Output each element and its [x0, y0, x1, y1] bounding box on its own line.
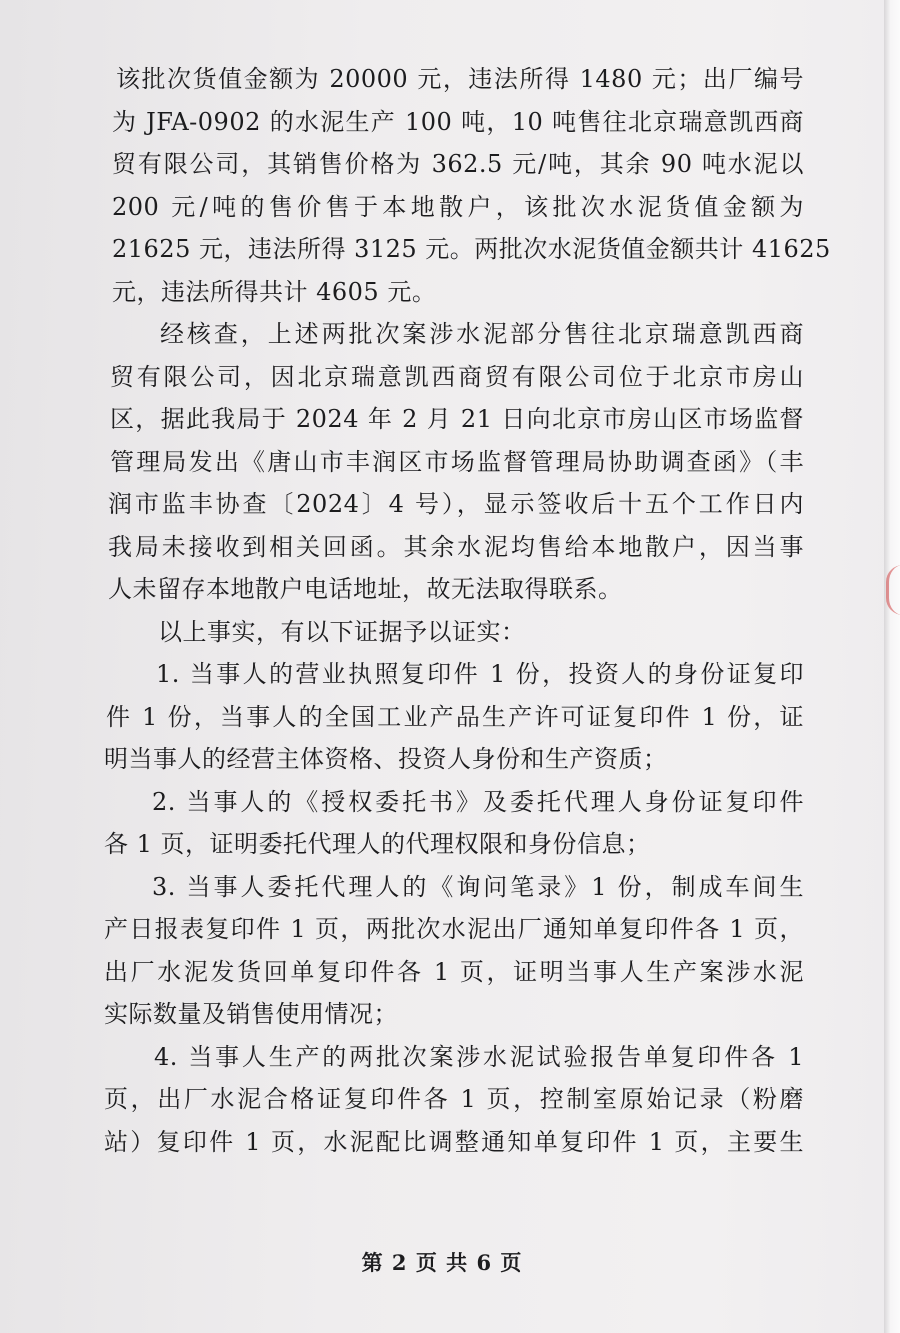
page-number-footer: 第 2 页 共 6 页: [361, 1250, 523, 1275]
evidence-intro: 以上事实，有以下证据予以证实：: [158, 617, 526, 646]
evidence-item-4: 4. 当事人生产的两批次案涉水泥试验报告单复印件各 1: [154, 1042, 804, 1071]
text-line: 产日报表复印件 1 页，两批次水泥出厂通知单复印件各 1 页，: [104, 915, 804, 943]
text-line: 明当事人的经营主体资格、投资人身份和生产资质；: [104, 745, 668, 773]
text-line: 我局未接收到相关回函。其余水泥均售给本地散户，因当事: [108, 532, 804, 561]
page-edge: [884, 0, 900, 1333]
text-line: 贸有限公司，其销售价格为 362.5 元/吨，其余 90 吨水泥以: [112, 150, 804, 178]
text-line: 贸有限公司，因北京瑞意凯西商贸有限公司位于北京市房山: [110, 362, 804, 391]
text-line: 区，据此我局于 2024 年 2 月 21 日向北京市房山区市场监督: [110, 405, 804, 433]
text-line: 200 元/吨的售价售于本地散户，该批次水泥货值金额为: [112, 192, 804, 221]
text-line: 人未留存本地散户电话地址，故无法取得联系。: [108, 575, 623, 603]
text-line: 页，出厂水泥合格证复印件各 1 页，控制室原始记录（粉磨: [104, 1085, 804, 1113]
evidence-item-2: 2. 当事人的《授权委托书》及委托代理人身份证复印件: [152, 787, 804, 816]
document-body: [104, 58, 831, 1163]
text-line: 实际数量及销售使用情况；: [104, 1000, 398, 1028]
text-line: 为 JFA-0902 的水泥生产 100 吨，10 吨售往北京瑞意凯西商: [112, 107, 804, 136]
text-line: 出厂水泥发货回单复印件各 1 页，证明当事人生产案涉水泥: [104, 957, 804, 986]
text-line: 元，违法所得共计 4605 元。: [112, 277, 437, 306]
text-line: 润市监丰协查〔2024〕4 号），显示签收后十五个工作日内: [108, 490, 804, 518]
text-line: 件 1 份，当事人的全国工业产品生产许可证复印件 1 份，证: [106, 702, 804, 731]
text-line: 各 1 页，证明委托代理人的代理权限和身份信息；: [104, 830, 651, 858]
evidence-item-1: 1. 当事人的营业执照复印件 1 份，投资人的身份证复印: [156, 660, 804, 688]
text-line: 21625 元，违法所得 3125 元。两批次水泥货值金额共计 41625: [112, 235, 831, 263]
text-line: 管理局发出《唐山市丰润区市场监督管理局协助调查函》（丰: [110, 447, 804, 476]
seal-stamp-fragment: [886, 565, 900, 615]
evidence-item-3: 3. 当事人委托代理人的《询问笔录》1 份，制成车间生: [152, 872, 804, 901]
text-line: 站）复印件 1 页，水泥配比调整通知单复印件 1 页，主要生: [104, 1127, 804, 1156]
text-line: 该批次货值金额为 20000 元，违法所得 1480 元；出厂编号: [116, 65, 804, 93]
paragraph-first-line: 经核查，上述两批次案涉水泥部分售往北京瑞意凯西商: [160, 320, 804, 348]
